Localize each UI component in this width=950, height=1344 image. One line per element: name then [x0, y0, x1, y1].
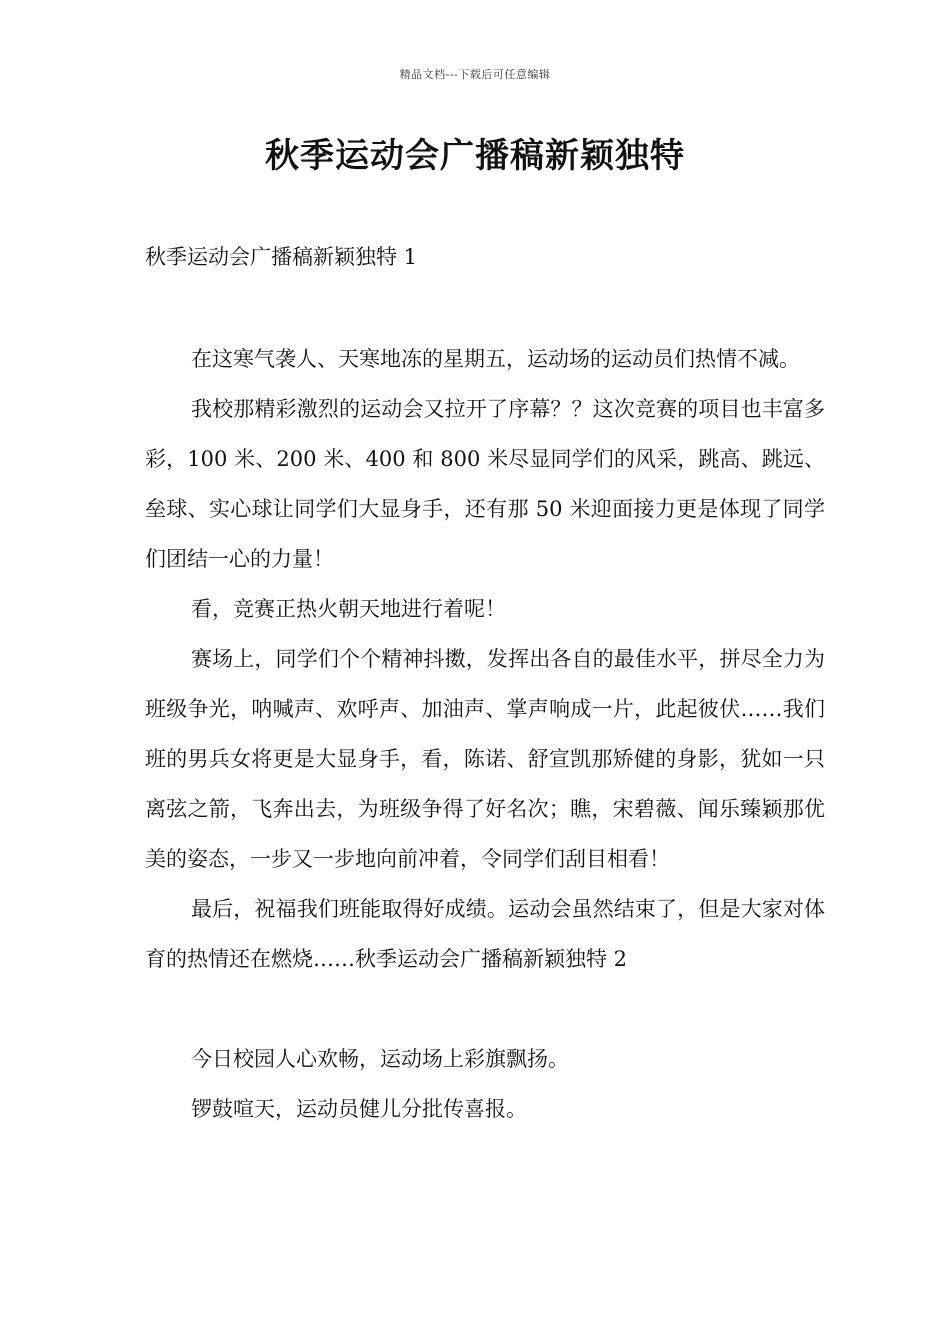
paragraph: 看，竞赛正热火朝天地进行着呢！ — [191, 597, 506, 621]
document-title: 秋季运动会广播稿新颖独特 — [265, 136, 685, 176]
document-body — [145, 232, 825, 1134]
paragraph: 最后，祝福我们班能取得好成绩。运动会虽然结束了，但是大家对体育的热情还在燃烧……秋季运动会广播稿新颖独特 2 — [145, 897, 825, 971]
paragraph: 今日校园人心欢畅，运动场上彩旗飘扬。 — [191, 1047, 569, 1071]
spacer — [145, 984, 825, 1034]
section-heading: 秋季运动会广播稿新颖独特 1 — [145, 245, 418, 269]
paragraph: 在这寒气袭人、天寒地冻的星期五，运动场的运动员们热情不减。 — [191, 347, 800, 371]
paragraph: 锣鼓喧天，运动员健儿分批传喜报。 — [191, 1097, 527, 1121]
spacer — [145, 282, 825, 334]
header-note: 精品文档---下载后可任意编辑 — [399, 68, 551, 81]
paragraph: 赛场上，同学们个个精神抖擞，发挥出各自的最佳水平，拼尽全力为班级争光，呐喊声、欢呼声、加油声、掌声响成一片，此起彼伏……我们班的男兵女将更是大显身手，看，陈诺、舒宣凯那矫健的身影，犹如一只离弦之箭，飞奔出去，为班级争得了好名次；瞧，宋碧薇、闻乐臻颖那优美的姿态，一步又一步地向前冲着，令同学们刮目相看！ — [145, 647, 825, 871]
paragraph: 我校那精彩激烈的运动会又拉开了序幕？？这次竞赛的项目也丰富多彩，100 米、200 米、400 和 800 米尽显同学们的风采，跳高、跳远、垒球、实心球让同学们大显身手，还有那 50 米迎面接力更是体现了同学们团结一心的力量！ — [145, 397, 825, 571]
